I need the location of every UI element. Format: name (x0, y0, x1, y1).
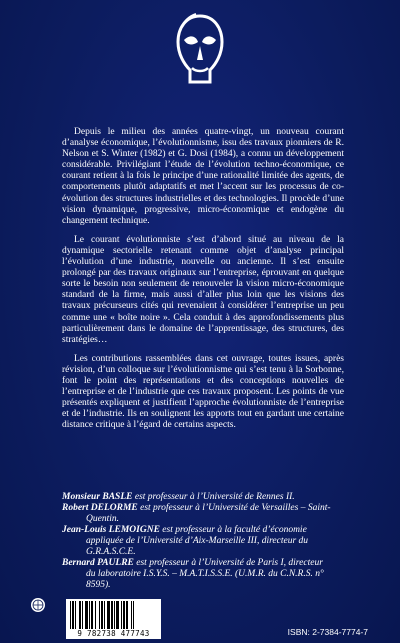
barcode-bar (72, 601, 74, 629)
barcode-number: 9 782738 477743 (77, 629, 150, 638)
author-entry (62, 525, 350, 558)
author-description-continued: du laboratoire I.S.Y.S. – M.A.T.I.S.S.E. (U.M.R. du C.N.R.S. n° 8595). (86, 569, 324, 590)
author-description: est professeur à la faculté d’économie (159, 525, 307, 535)
barcode-bar (70, 601, 71, 629)
barcode-bars (70, 601, 157, 629)
isbn-label: ISBN: 2-7384-7774-7 (287, 627, 368, 637)
author-name: Monsieur BASLE (62, 492, 133, 502)
barcode-bar (95, 601, 96, 629)
author-entry (62, 503, 350, 525)
mask-logo-icon (170, 10, 230, 90)
author-entry (62, 492, 350, 503)
abstract-paragraph-2: Le courant évolutionniste s’est d’abord situé au niveau de la dynamique sectorielle retenant comme objet d’analyse principal l’évolution d’une industrie, nouvelle ou ancienne. Il s’est ensuite prolongé par des travaux originaux sur l’entreprise, éprouvant en quelque sorte le besoin non seulement de renouveler la vision micro-économique standard de la firme, mais aussi d’aller plus loin que les visions des travaux précurseurs cités qui revenaient à considérer l’entreprise un peu comme une « boîte noire ». Cela conduit à des approfondissements plus particulièrement dans le domaine de l’apprentissage, des structures, des stratégies… (62, 234, 344, 345)
author-list (62, 492, 350, 591)
barcode-bar (101, 601, 103, 629)
barcode-bar (75, 601, 76, 629)
author-entry (62, 558, 350, 591)
barcode-bar (126, 601, 128, 629)
barcode-bar (82, 601, 83, 629)
globe-emblem-icon (30, 597, 46, 613)
author-description: est professeur à l’Université de Rennes II. (132, 492, 295, 502)
author-name: Robert DELORME (62, 503, 138, 513)
barcode-bar (107, 601, 110, 629)
author-name: Bernard PAULRE (62, 558, 134, 568)
barcode-bar (131, 601, 132, 629)
barcode-bar (104, 601, 105, 629)
barcode-bar (89, 601, 90, 629)
abstract-paragraph-1: Depuis le milieu des années quatre-vingt, un nouveau courant d’analyse économique, l’évolutionnisme, issu des travaux pionniers de R. Nelson et S. Winter (1982) et G. Dosi (1984), a connu un développement considérable. Privilégiant l’étude de l’évolution techno-économique, ce courant retient à la fois le principe d’une rationalité limitée des agents, de comportements plutôt adaptatifs et met l’accent sur les processus de co-évolution des structures industrielles et des technologies. Il procède d’une vision dynamique, progressive, micro-économique et endogène du changement technique. (62, 127, 344, 226)
author-description: est professeur à l’Université de Versailles – Saint- (137, 503, 331, 513)
author-name: Jean-Louis LEMOIGNE (62, 525, 160, 535)
barcode-bar (85, 601, 88, 629)
abstract-text (62, 127, 344, 439)
barcode-bar (114, 601, 115, 629)
author-description-continued: Quentin. (86, 514, 119, 524)
abstract-paragraph-3: Les contributions rassemblées dans cet ouvrage, toutes issues, après révision, d’un colloque sur l’évolutionnisme qui s’est tenu à la Sorbonne, font le point des représentations et des conceptions nouvelles de l’entreprise et de l’industrie que ces travaux proposent. Les points de vue présentés expliquent et justifient l’approche évolutionniste de l’entreprise et de l’industrie. Ils en soulignent les apports tout en gardant une certaine distance critique à l’égard de certains aspects. (62, 353, 344, 431)
barcode-bar (111, 601, 113, 629)
barcode (66, 599, 161, 639)
author-description-continued: appliquée de l’Université d’Aix-Marseille III, directeur du G.R.A.S.C.E. (86, 536, 309, 557)
barcode-bar (133, 601, 134, 629)
barcode-bar (99, 601, 100, 629)
barcode-bar (91, 601, 93, 629)
barcode-bar (123, 601, 125, 629)
barcode-bar (79, 601, 81, 629)
barcode-bar (121, 601, 122, 629)
barcode-bar (116, 601, 119, 629)
author-description: est professeur à l’Université de Paris I, directeur (133, 558, 323, 568)
